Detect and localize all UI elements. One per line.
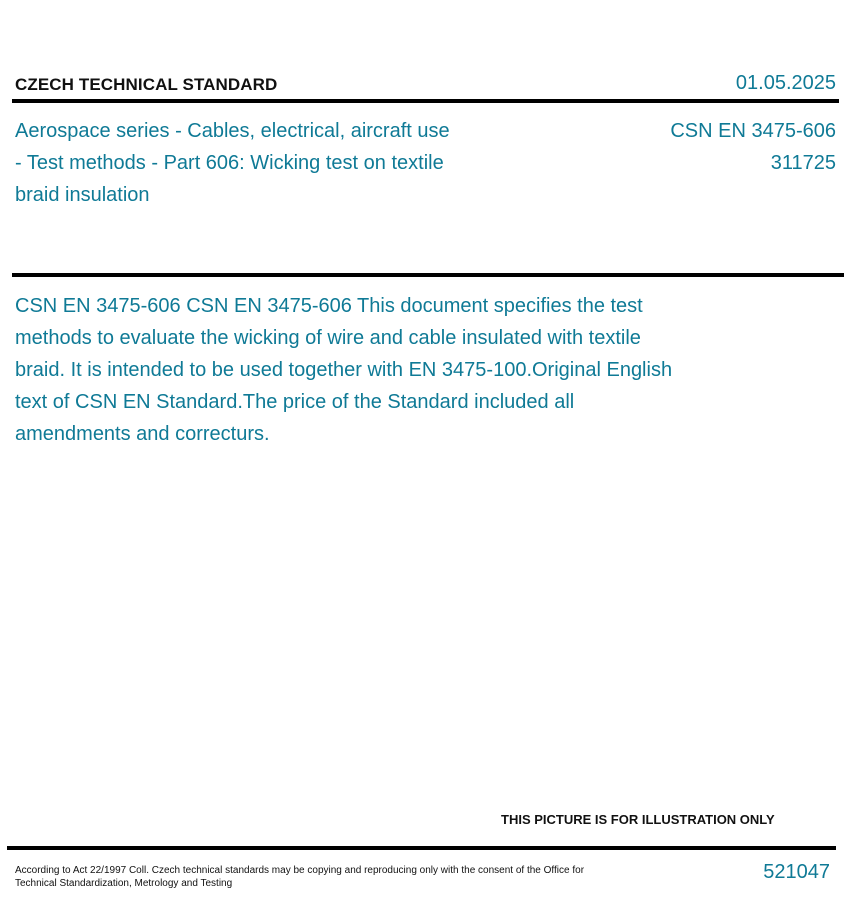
legal-notice: According to Act 22/1997 Coll. Czech technical standards may be copying and reproducing only with the consent of the Office for Technical Standardization, Metrology and Testing <box>15 865 585 889</box>
catalog-number: 311725 <box>770 152 836 174</box>
illustration-disclaimer: THIS PICTURE IS FOR ILLUSTRATION ONLY <box>501 812 775 827</box>
publication-date: 01.05.2025 <box>735 72 836 94</box>
footer-code: 521047 <box>763 861 830 883</box>
standard-type-label: CZECH TECHNICAL STANDARD <box>15 75 278 94</box>
standard-designation: CSN EN 3475-606 <box>670 120 836 142</box>
footer-divider <box>7 846 836 850</box>
document-summary: CSN EN 3475-606 CSN EN 3475-606 This document specifies the test methods to evaluate the wicking of wire and cable insulated with textile braid. It is intended to be used together with EN 3475-100.Original English text of CSN EN Standard.The price of the Standard included all amendments and correcturs. <box>15 295 673 445</box>
document-identifiers <box>670 115 836 179</box>
header-divider <box>12 99 839 103</box>
section-divider <box>12 273 844 277</box>
document-title: Aerospace series - Cables, electrical, aircraft use - Test methods - Part 606: Wicking test on textile braid insulation <box>15 120 450 206</box>
